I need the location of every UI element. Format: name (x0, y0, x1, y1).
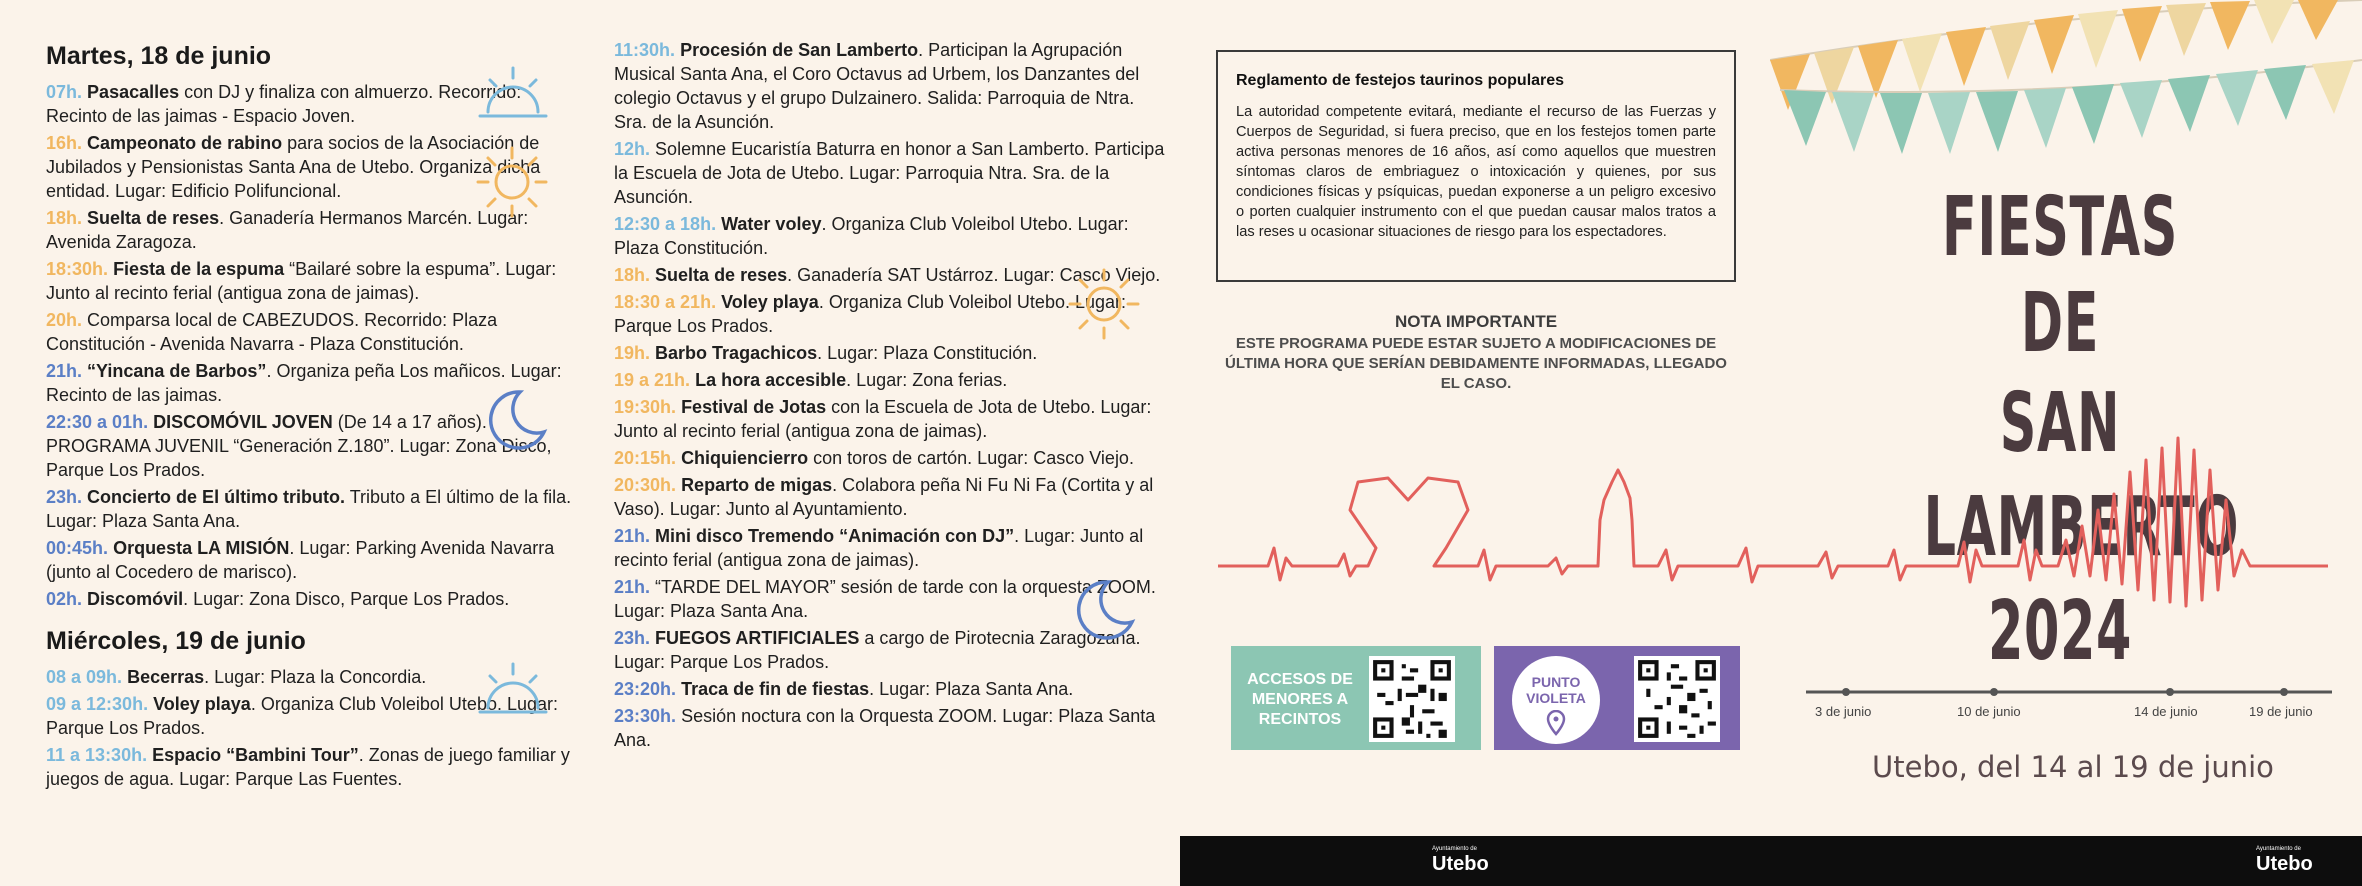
event-item (614, 446, 1170, 470)
event-details: . Lugar: Junto al recinto ferial (antigua zona de jaimas). (614, 526, 1144, 570)
sunrise-icon (478, 660, 548, 716)
event-details: Sesión noctura con la Orquesta ZOOM. Lugar: Plaza Santa Ana. (614, 706, 1156, 750)
event-name: La hora accesible (695, 370, 847, 390)
qr-code[interactable] (1634, 656, 1720, 742)
event-item (46, 485, 574, 533)
event-name: Traca de fin de fiestas (681, 679, 870, 699)
event-item (614, 395, 1170, 443)
underage-access-label: ACCESOS DE MENORES A RECINTOS (1247, 671, 1353, 728)
timeline-axis (1804, 680, 2334, 704)
event-item (614, 137, 1170, 209)
footer-bar (1180, 836, 2362, 886)
event-details: . Organiza Club Voleibol Utebo. Lugar: Parque Los Prados. (46, 694, 558, 738)
event-details: . Participan la Agrupación Musical Santa Ana, el Coro Octavus ad Urbem, los Danzantes del colegio Octavus y el grupo Dulzainero. Salida: Parroquia de Ntra. Sra. de la Asunción. (614, 40, 1140, 132)
event-item (46, 536, 574, 584)
event-time: 19:30h. (614, 397, 677, 417)
event-details: . Lugar: Zona ferias. (846, 370, 1008, 390)
event-time: 21h. (46, 361, 83, 381)
sun-icon (474, 144, 550, 220)
event-name: Pasacalles (87, 82, 180, 102)
event-time: 18:30h. (46, 259, 109, 279)
event-details: . Zonas de juego familiar y juegos de agua. Lugar: Parque Las Fuentes. (46, 745, 570, 789)
event-details: . Lugar: Plaza la Concordia. (204, 667, 427, 687)
event-details: . Lugar: Plaza Santa Ana. (869, 679, 1074, 699)
event-item (614, 368, 1170, 392)
event-details: (De 14 a 17 años). PROGRAMA JUVENIL “Generación Z.180”. Lugar: Zona Disco, Parque Los Prados. (46, 412, 552, 480)
regulation-title: Reglamento de festejos taurinos populares (1236, 72, 1565, 89)
event-time: 19h. (614, 343, 651, 363)
event-name: Procesión de San Lamberto (680, 40, 919, 60)
event-time: 21h. (614, 577, 651, 597)
event-item (46, 308, 574, 356)
event-name: Campeonato de rabino (87, 133, 283, 153)
event-name: Fiesta de la espuma (113, 259, 285, 279)
moon-icon (1068, 578, 1138, 642)
punto-violeta-box (1494, 646, 1740, 750)
event-name: Reparto de migas (681, 475, 833, 495)
event-name: Suelta de reses (655, 265, 788, 285)
title-line-2: SAN LAMBERTO 2024 (1923, 376, 2240, 679)
moon-icon (480, 388, 550, 452)
event-details: . Colabora peña Ni Fu Ni Fa (Cortita y al Vaso). Lugar: Junto al Ayuntamiento. (614, 475, 1154, 519)
event-details: Tributo a El último de la fila. Lugar: Plaza Santa Ana. (46, 487, 572, 531)
event-item (46, 743, 574, 791)
event-time: 20:30h. (614, 475, 677, 495)
wednesday-events-continued (614, 38, 1170, 752)
event-details: con DJ y finaliza con almuerzo. Recorrido: Recinto de las jaimas - Espacio Joven. (46, 82, 522, 126)
event-item (614, 473, 1170, 521)
important-note (1216, 312, 1736, 394)
festival-dates: Utebo, del 14 al 19 de junio (1872, 750, 2274, 784)
regulation-body: La autoridad competente evitará, mediante el recurso de las Fuerzas y Cuerpos de Seguridad, si fuera preciso, que en los festejos tomen parte activa personas menores de 16 años, así como aquellos que muestren síntomas claros de embriaguez o intoxicación y quienes, por sus condiciones físicas y psíquicas, puedan exponerse a un peligro excesivo o porten cualquier instrumento con el que puedan causar malos tratos a las reses u ocasionar situaciones de riesgo para los espectadores. (1236, 104, 1716, 240)
event-time: 08 a 09h. (46, 667, 123, 687)
title-line-1: FIESTAS DE (1941, 180, 2179, 371)
event-details: . Ganadería SAT Ustárroz. Lugar: Casco Viejo. (787, 265, 1161, 285)
event-name: Concierto de El último tributo. (87, 487, 346, 507)
event-time: 19 a 21h. (614, 370, 691, 390)
event-name: Mini disco Tremendo “Animación con DJ” (655, 526, 1015, 546)
underage-access-box (1231, 646, 1481, 750)
event-details: Comparsa local de CABEZUDOS. Recorrido: Plaza Constitución - Avenida Navarra - Plaza Constitución. (46, 310, 498, 354)
event-item (614, 704, 1170, 752)
event-item (614, 212, 1170, 260)
event-name: Water voley (721, 214, 822, 234)
event-details: . Lugar: Zona Disco, Parque Los Prados. (183, 589, 510, 609)
event-details: Solemne Eucaristía Baturra en honor a San Lamberto. Participa la Escuela de Jota de Utebo. Lugar: Parroquia Ntra. Sra. de la Asunción. (614, 139, 1165, 207)
event-details: para socios de la Asociación de Jubilados y Pensionistas Santa Ana de Utebo. Organiza dicha entidad. Lugar: Edificio Polifuncional. (46, 133, 541, 201)
event-item (614, 341, 1170, 365)
timeline-label: 3 de junio (1815, 704, 1872, 719)
note-body: ESTE PROGRAMA PUEDE ESTAR SUJETO A MODIFICACIONES DE ÚLTIMA HORA QUE SERÍAN DEBIDAMENTE INFORMADAS, LLEGADO EL CASO. (1225, 335, 1727, 392)
qr-code[interactable] (1369, 656, 1455, 742)
sun-icon (1066, 266, 1142, 342)
punto-violeta-badge (1512, 656, 1600, 744)
event-item (614, 38, 1170, 134)
bunting-decoration (1770, 0, 2362, 170)
timeline-label: 14 de junio (2134, 704, 2198, 719)
event-details: con toros de cartón. Lugar: Casco Viejo. (808, 448, 1134, 468)
utebo-logo: Ayuntamiento de Utebo (2256, 846, 2313, 875)
timeline-label: 10 de junio (1957, 704, 2021, 719)
event-time: 02h. (46, 589, 83, 609)
event-time: 22:30 a 01h. (46, 412, 149, 432)
event-time: 18h. (46, 208, 83, 228)
schedule-column-2 (614, 38, 1170, 755)
event-item (614, 677, 1170, 701)
event-time: 23h. (46, 487, 83, 507)
bullfighting-regulation-box (1216, 50, 1736, 282)
event-name: “Yincana de Barbos” (87, 361, 267, 381)
event-name: Espacio “Bambini Tour” (152, 745, 359, 765)
event-item (46, 257, 574, 305)
event-time: 00:45h. (46, 538, 109, 558)
event-time: 12:30 a 18h. (614, 214, 717, 234)
event-time: 11:30h. (614, 40, 676, 60)
event-time: 23h. (614, 628, 651, 648)
event-details: a cargo de Pirotecnia Zaragozana. Lugar: Parque Los Prados. (614, 628, 1141, 672)
event-details: . Lugar: Plaza Constitución. (817, 343, 1038, 363)
event-details: “Bailaré sobre la espuma”. Lugar: Junto al recinto ferial (antigua zona de jaimas). (46, 259, 557, 303)
event-name: Suelta de reses (87, 208, 220, 228)
event-details: “TARDE DEL MAYOR” sesión de tarde con la orquesta ZOOM. Lugar: Plaza Santa Ana. (614, 577, 1156, 621)
event-time: 20h. (46, 310, 83, 330)
event-item (46, 587, 574, 611)
event-name: DISCOMÓVIL JOVEN (153, 412, 333, 432)
sunrise-icon (478, 64, 548, 120)
event-time: 11 a 13:30h. (46, 745, 148, 765)
event-name: Barbo Tragachicos (655, 343, 818, 363)
event-name: Discomóvil (87, 589, 184, 609)
location-pin-icon (1546, 710, 1566, 736)
event-details: . Ganadería Hermanos Marcén. Lugar: Avenida Zaragoza. (46, 208, 529, 252)
event-details: . Organiza peña Los mañicos. Lugar: Recinto de las jaimas. (46, 361, 562, 405)
heartbeat-line-graphic (1218, 430, 2328, 670)
day-heading-wednesday: Miércoles, 19 de junio (46, 627, 306, 655)
event-name: Voley playa (153, 694, 251, 714)
note-title: NOTA IMPORTANTE (1394, 312, 1558, 331)
day-heading-tuesday: Martes, 18 de junio (46, 42, 272, 70)
event-name: Chiquiencierro (681, 448, 809, 468)
event-details: . Organiza Club Voleibol Utebo. Lugar: Plaza Constitución. (614, 214, 1129, 258)
event-time: 23:20h. (614, 679, 677, 699)
event-name: Becerras (127, 667, 205, 687)
event-name: Orquesta LA MISIÓN (113, 538, 290, 558)
event-name: Festival de Jotas (681, 397, 827, 417)
event-time: 18:30 a 21h. (614, 292, 717, 312)
event-name: FUEGOS ARTIFICIALES (655, 628, 860, 648)
event-time: 09 a 12:30h. (46, 694, 149, 714)
event-time: 20:15h. (614, 448, 677, 468)
event-time: 07h. (46, 82, 83, 102)
event-item (614, 524, 1170, 572)
event-time: 18h. (614, 265, 651, 285)
event-details: con la Escuela de Jota de Utebo. Lugar: Junto al recinto ferial (antigua zona de jaimas). (614, 397, 1152, 441)
event-time: 21h. (614, 526, 651, 546)
utebo-logo: Ayuntamiento de Utebo (1432, 846, 1489, 875)
event-time: 23:30h. (614, 706, 677, 726)
event-time: 12h. (614, 139, 651, 159)
event-name: Voley playa (721, 292, 819, 312)
timeline-label: 19 de junio (2249, 704, 2313, 719)
punto-violeta-label: PUNTO VIOLETA (1526, 674, 1586, 706)
event-details: . Organiza Club Voleibol Utebo. Lugar: Parque Los Prados. (614, 292, 1126, 336)
event-details: . Lugar: Parking Avenida Navarra (junto al Cocedero de marisco). (46, 538, 555, 582)
event-time: 16h. (46, 133, 83, 153)
